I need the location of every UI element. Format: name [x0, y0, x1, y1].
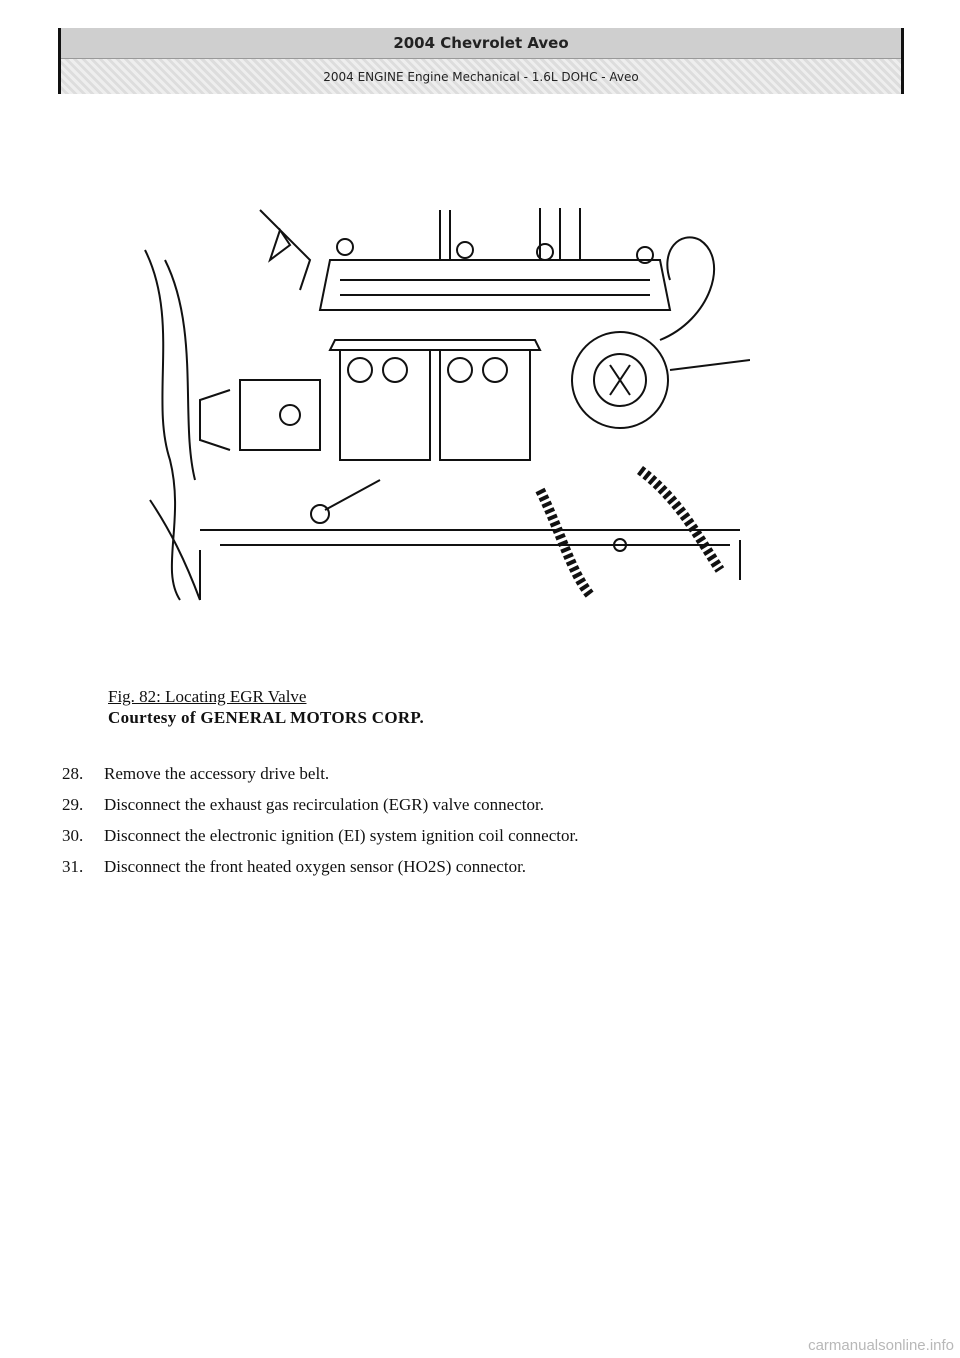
figure-courtesy: Courtesy of GENERAL MOTORS CORP.: [108, 708, 425, 727]
step-text: Disconnect the electronic ignition (EI) system ignition coil connector.: [104, 825, 579, 845]
step-text: Disconnect the exhaust gas recirculation (EGR) valve connector.: [104, 794, 544, 814]
step-number: 29.: [62, 794, 84, 814]
step-number: 31.: [62, 856, 84, 876]
document-title: 2004 Chevrolet Aveo: [61, 28, 901, 59]
step-item: [62, 851, 902, 882]
egr-valve-illustration: [140, 200, 750, 610]
step-number: 30.: [62, 825, 84, 845]
step-text: Disconnect the front heated oxygen sensor (HO2S) connector.: [104, 856, 527, 876]
step-item: [62, 789, 902, 820]
figure-title: Fig. 82: Locating EGR Valve: [108, 687, 307, 706]
document-subtitle: 2004 ENGINE Engine Mechanical - 1.6L DOHC - Aveo: [61, 59, 901, 94]
page-header: [58, 28, 904, 94]
step-item: [62, 820, 902, 851]
step-item: [62, 758, 902, 789]
watermark-link[interactable]: carmanualsonline.info: [808, 1337, 954, 1354]
step-text: Remove the accessory drive belt.: [104, 763, 330, 783]
step-number: 28.: [62, 763, 84, 783]
figure-caption: [108, 686, 424, 728]
procedure-steps: [62, 758, 902, 882]
